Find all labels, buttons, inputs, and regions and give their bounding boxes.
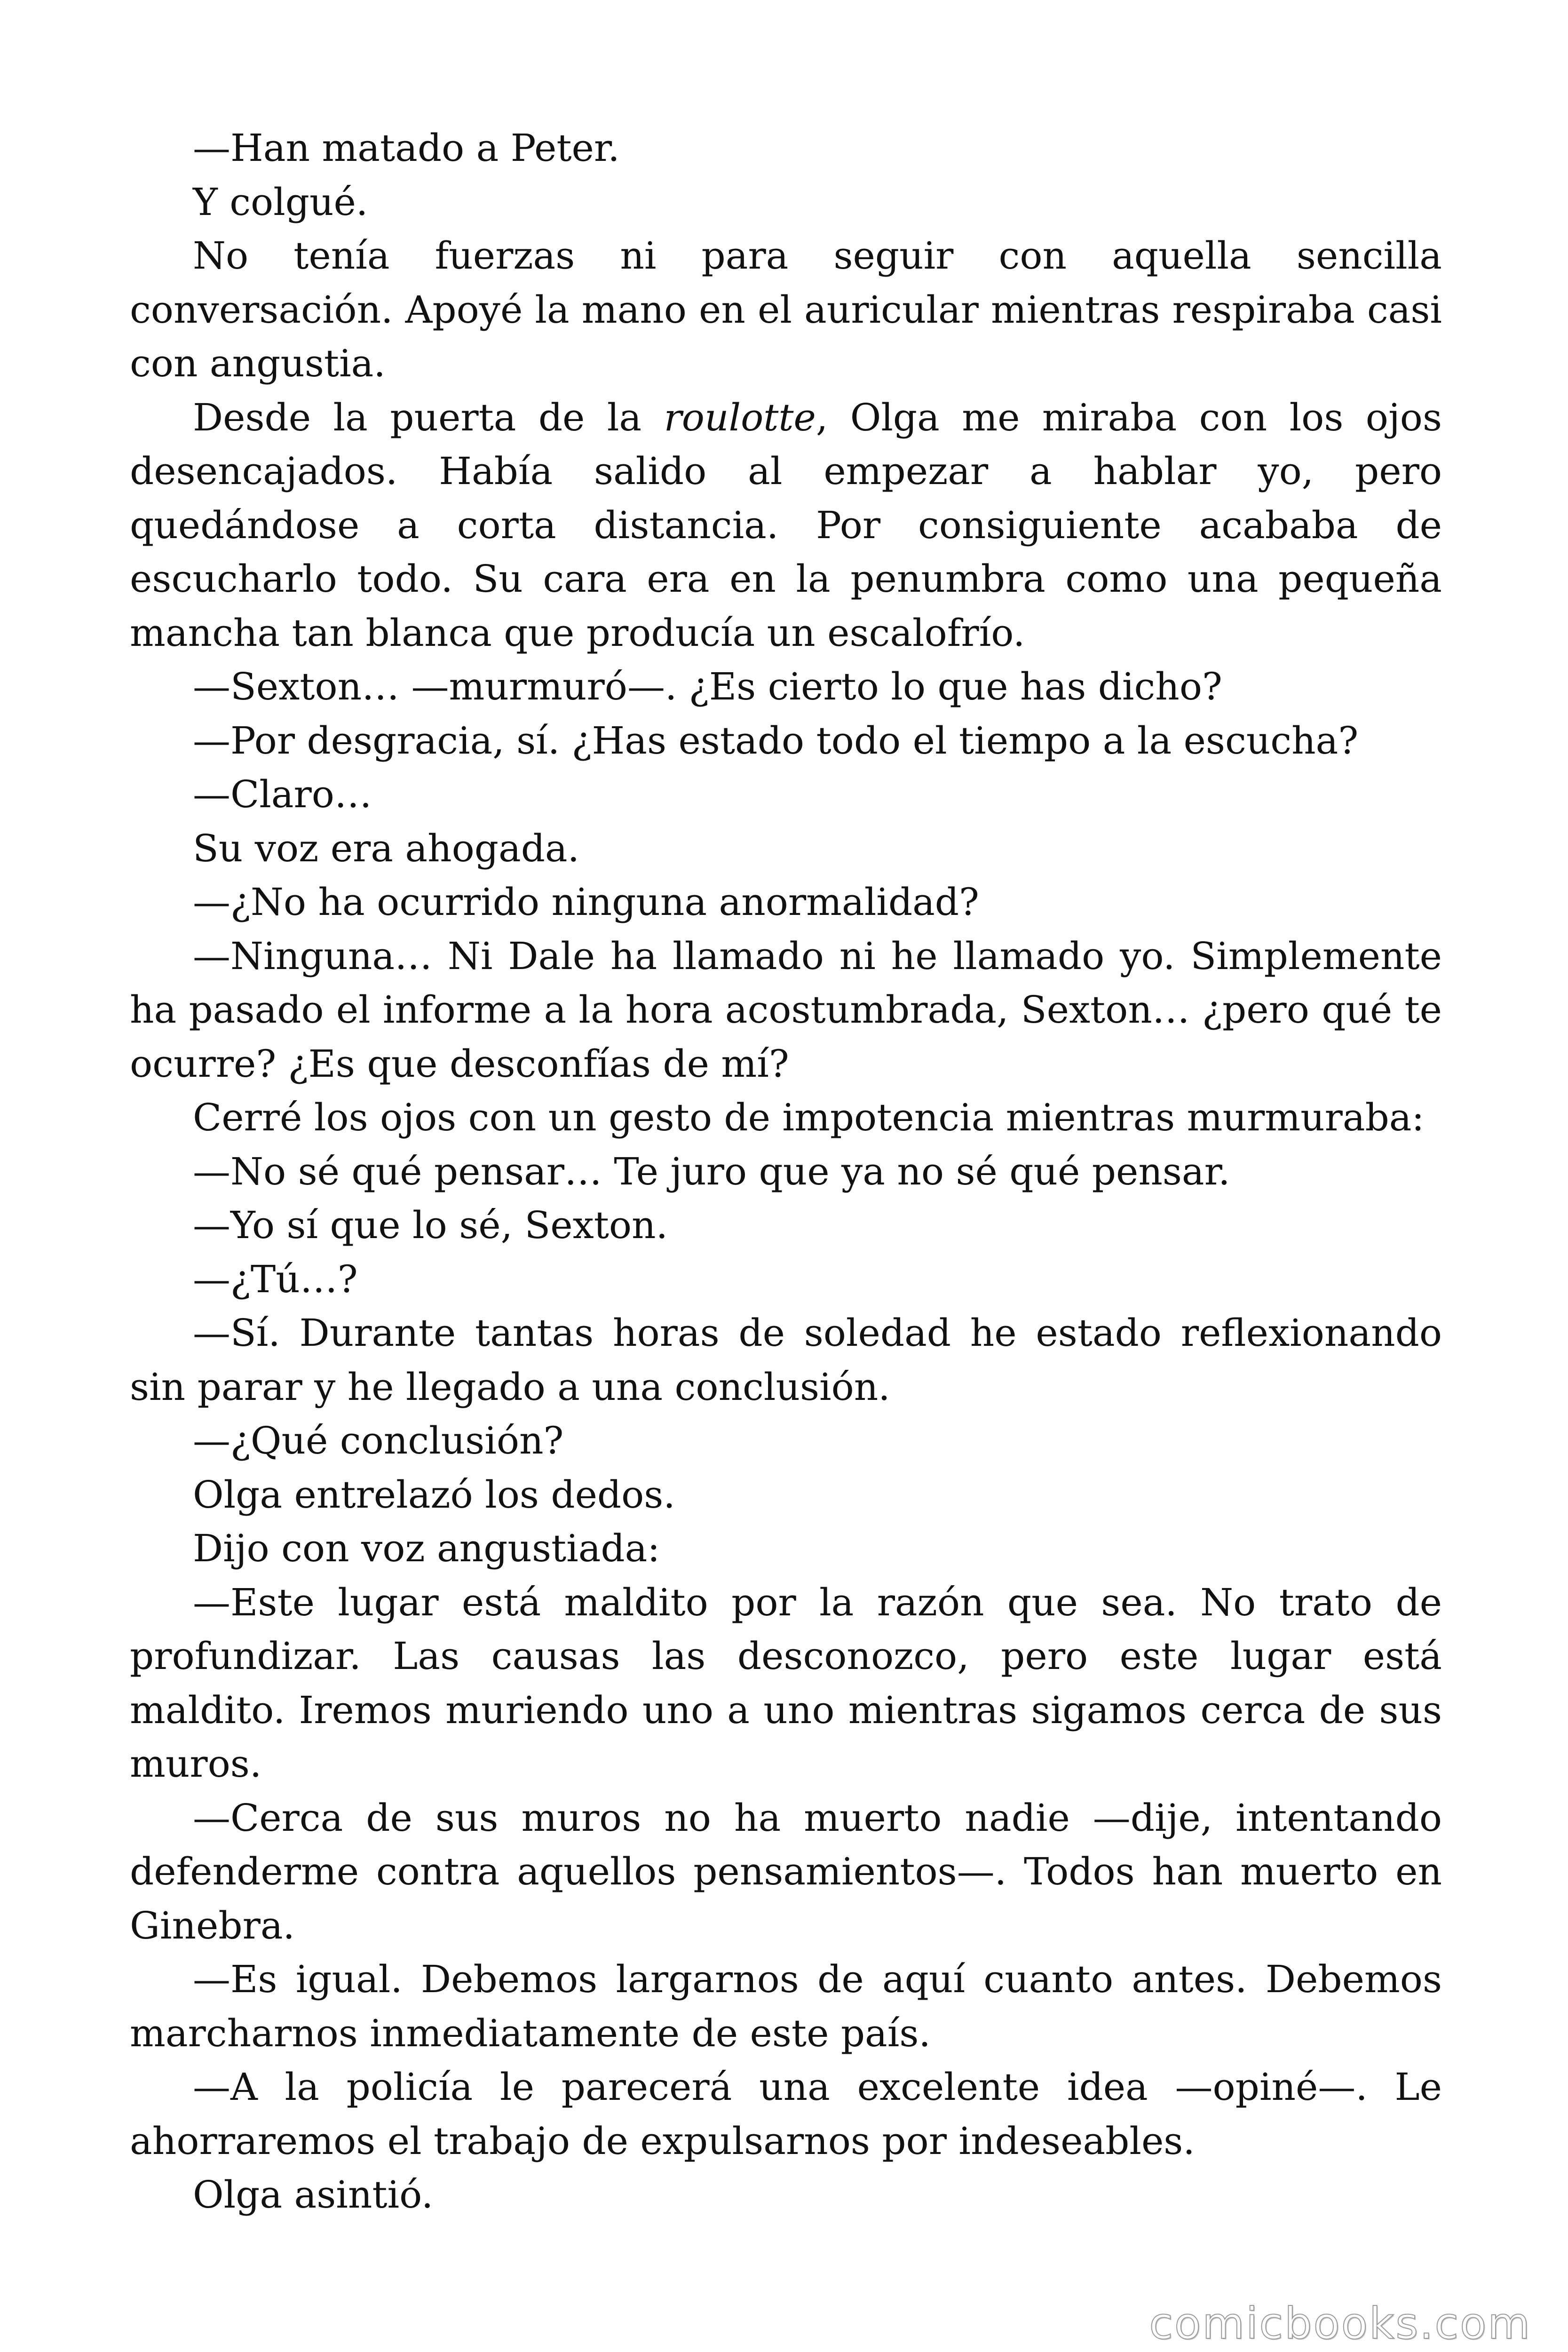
paragraph: Cerré los ojos con un gesto de impotencia mientras murmuraba:: [193, 1096, 1425, 1139]
paragraph: Olga entrelazó los dedos.: [193, 1472, 675, 1517]
italic-word: roulotte: [664, 395, 816, 439]
paragraph: Su voz era ahogada.: [193, 826, 580, 870]
paragraph: —Han matado a Peter.: [193, 126, 620, 170]
paragraph: Y colgué.: [193, 180, 368, 224]
paragraph-text: Desde la puerta de la: [193, 395, 664, 439]
paragraph: —¿Qué conclusión?: [193, 1419, 564, 1462]
paragraph: —Yo sí que lo sé, Sexton.: [193, 1203, 668, 1247]
watermark: comicbooks.com: [1149, 2298, 1531, 2349]
paragraph: —Claro…: [193, 772, 372, 816]
paragraph: —Sí. Durante tantas horas de soledad he estado reflexionando sin parar y he llegado a una conclusión.: [130, 1311, 1442, 1409]
paragraph: Olga asintió.: [193, 2173, 434, 2217]
paragraph: No tenía fuerzas ni para seguir con aquella sencilla conversación. Apoyé la mano en el auricular mientras respiraba casi con angustia.: [130, 234, 1442, 385]
paragraph: [130, 391, 1442, 660]
paragraph: —¿Tú…?: [193, 1257, 358, 1301]
paragraph: Dijo con voz angustiada:: [193, 1526, 660, 1570]
paragraph: —Ninguna… Ni Dale ha llamado ni he llamado yo. Simplemente ha pasado el informe a la hora acostumbrada, Sexton… ¿pero qué te ocurre? ¿Es que desconfías de mí?: [130, 934, 1442, 1086]
paragraph: —Por desgracia, sí. ¿Has estado todo el tiempo a la escucha?: [193, 718, 1359, 763]
paragraph: —A la policía le parecerá una excelente idea —opiné—. Le ahorraremos el trabajo de expulsarnos por indeseables.: [130, 2065, 1442, 2163]
paragraph: —Es igual. Debemos largarnos de aquí cuanto antes. Debemos marcharnos inmediatamente de este país.: [130, 1957, 1442, 2055]
paragraph: —Cerca de sus muros no ha muerto nadie —dije, intentando defenderme contra aquellos pensamientos—. Todos han muerto en Ginebra.: [130, 1796, 1442, 1947]
paragraph-text: , Olga me miraba con los ojos desencajados. Había salido al empezar a hablar yo, pero quedándose a corta distancia. Por consiguiente acababa de escucharlo todo. Su cara era en la penumbra como una pequeña mancha tan blanca que producía un escalofrío.: [130, 395, 1442, 655]
paragraph: —Este lugar está maldito por la razón que sea. No trato de profundizar. Las causas las desconozco, pero este lugar está maldito. Iremos muriendo uno a uno mientras sigamos cerca de sus muros.: [130, 1580, 1442, 1786]
book-page-text: [130, 121, 1442, 2222]
paragraph: —¿No ha ocurrido ninguna anormalidad?: [193, 880, 979, 924]
paragraph: —Sexton… —murmuró—. ¿Es cierto lo que has dicho?: [193, 665, 1222, 708]
paragraph: —No sé qué pensar… Te juro que ya no sé qué pensar.: [193, 1149, 1230, 1193]
